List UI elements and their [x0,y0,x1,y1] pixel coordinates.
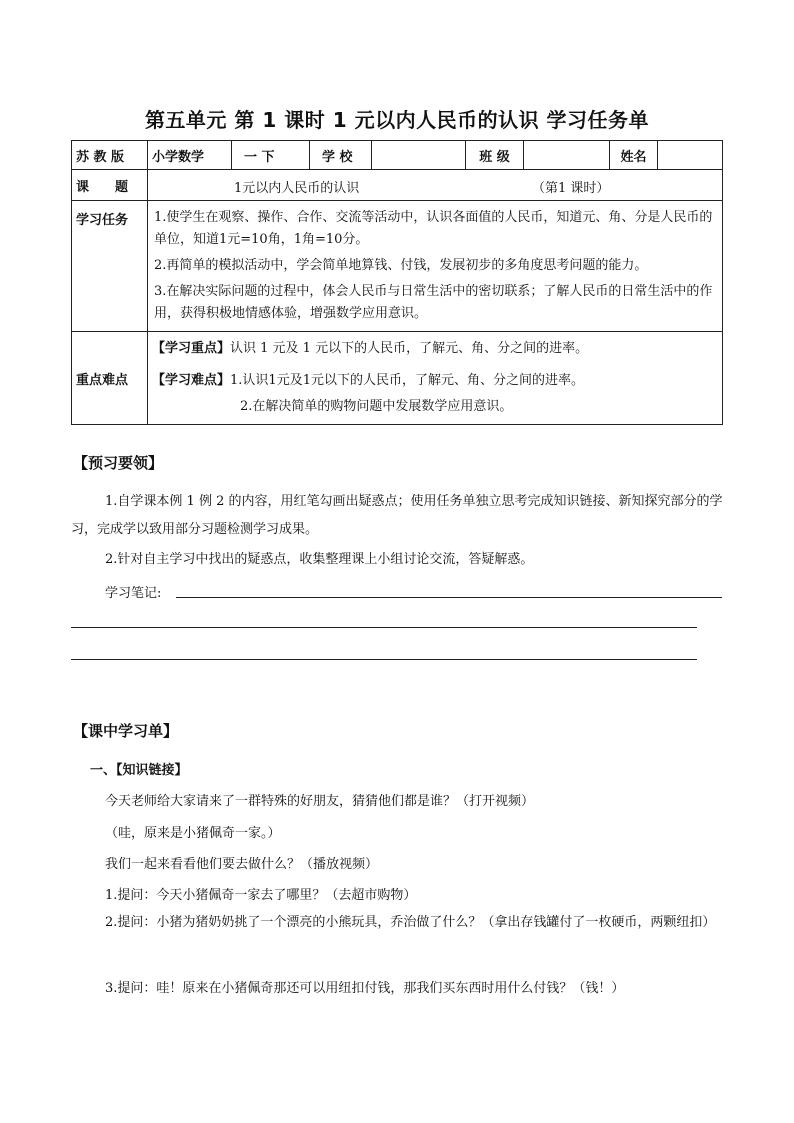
preview-title: 【预习要领】 [73,454,164,472]
lesson-line-1: 今天老师给大家请来了一群特殊的好朋友，猜猜他们都是谁？（打开视频） [105,794,535,809]
info-table [71,140,723,425]
tasks-row [72,201,723,332]
topic-label: 课 题 [72,170,148,201]
task-item-1: 1.使学生在观察、操作、合作、交流等活动中，认识各面值的人民币，知道元、角、分是人民币的单位，知道1元=10角，1角=10分。 [154,210,713,247]
difficulty-text-1: 1.认识1元及1元以下的人民币，了解元、角、分之间的进率。 [230,373,584,388]
focus-tag: 【学习重点】 [152,341,231,356]
task-item-3: 3.在解决实际问题的过程中，体会人民币与日常生活中的密切联系；了解人民币的日常生活中的作用，获得积极地情感体验，增强数学应用意识。 [154,284,713,321]
preview-p2 [71,548,731,572]
page-title: 第五单元 第 1 课时 1 元以内人民币的认识 学习任务单 [144,108,650,132]
key-points-row [72,332,723,425]
knowledge-link-title: 一、【知识链接】 [90,763,188,778]
notes-line-1[interactable] [176,597,722,598]
lesson-line-4: 1.提问：今天小猪佩奇一家去了哪里？（去超市购物） [105,888,417,903]
lesson-line-3: 我们一起来看看他们要去做什么？（播放视频） [105,857,379,872]
lesson-line-5-text: 2.提问：小猪为猪奶奶挑了一个漂亮的小熊玩具，乔治做了什么？（拿出存钱罐付了一枚硬币，两颗纽扣） [105,915,716,930]
tasks-label: 学习任务 [72,201,148,332]
lesson-title: 【课中学习单】 [73,722,179,740]
class-label: 班 级 [466,141,524,170]
tasks-cell [148,201,723,332]
preview-p1-text: 1.自学课本例 1 例 2 的内容，用红笔勾画出疑惑点；使用任务单独立思考完成知识链接、新知探究部分的学习，完成学以致用部分习题检测学习成果。 [71,494,723,537]
topic-cell [148,170,723,201]
class-field[interactable] [524,141,610,170]
preview-p1 [71,488,731,544]
school-field[interactable] [372,141,466,170]
name-field[interactable] [658,141,723,170]
topic-row [72,170,723,201]
publisher-cell: 苏 教 版 [72,141,148,170]
topic-text: 1元以内人民币的认识 [234,181,360,196]
lesson-line-6: 3.提问：哇！原来在小猪佩奇那还可以用纽扣付钱，那我们买东西时用什么付钱？（钱！） [105,981,625,996]
difficulty-line-2: 2.在解决简单的购物问题中发展数学应用意识。 [240,399,513,414]
notes-line-2[interactable] [71,627,697,628]
subject-cell: 小学数学 [148,141,232,170]
key-points-cell [148,332,723,425]
focus-line [152,338,718,360]
header-row [72,141,723,170]
difficulty-line [152,370,718,392]
preview-p2-text: 2.针对自主学习中找出的疑惑点，收集整理课上小组讨论交流，答疑解惑。 [105,552,534,567]
focus-text: 认识 1 元及 1 元以下的人民币，了解元、角、分之间的进率。 [230,341,589,356]
name-label: 姓名 [610,141,658,170]
notes-line-3[interactable] [71,659,697,660]
grade-cell: 一 下 [232,141,310,170]
topic-period: （第1 课时） [532,181,610,196]
difficulty-tag: 【学习难点】 [152,373,231,388]
lesson-line-2: （哇，原来是小猪佩奇一家。） [105,826,281,841]
task-item-2: 2.再简单的模拟活动中，学会简单地算钱、付钱，发展初步的多角度思考问题的能力。 [154,258,648,273]
lesson-line-5 [71,908,741,938]
school-label: 学 校 [310,141,372,170]
key-points-label: 重点难点 [72,332,148,425]
notes-label: 学习笔记: [105,586,162,601]
